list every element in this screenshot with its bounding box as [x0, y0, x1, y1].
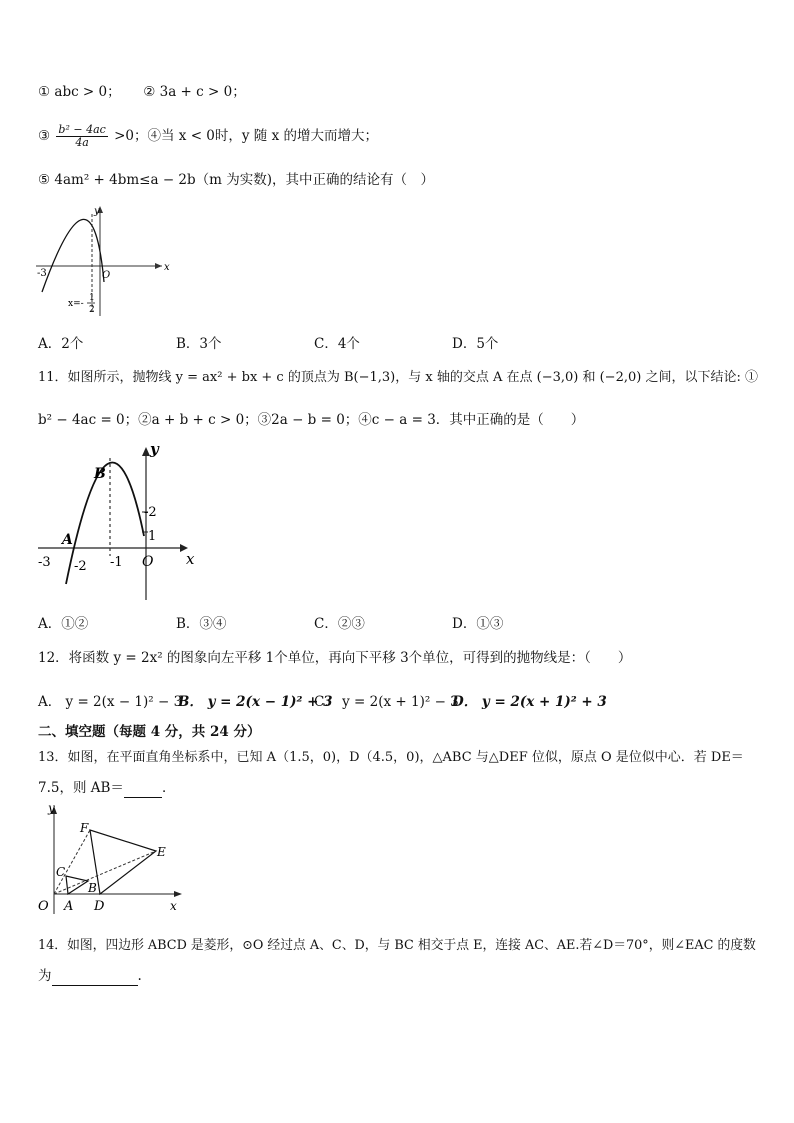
q12-option-c[interactable]: C． y = 2(x + 1)² − 3: [314, 694, 459, 710]
q10-statement-3-prefix: ③: [38, 128, 51, 144]
q10-option-a[interactable]: A．2个: [38, 336, 84, 352]
q11-option-d[interactable]: D．①③: [452, 616, 504, 632]
q13-fig-y: y: [48, 802, 55, 815]
q11-option-c[interactable]: C．②③: [314, 616, 365, 632]
section-title: 二、填空题（每题 4 分，共 24 分）: [38, 724, 261, 740]
q12-option-d[interactable]: D． y = 2(x + 1)² + 3: [452, 694, 607, 710]
q13-fig-A: A: [64, 899, 74, 914]
q10-option-c[interactable]: C．4个: [314, 336, 360, 352]
q11-fig-O: O: [142, 554, 154, 570]
q10-statement-2: ② 3a + c > 0；: [143, 84, 246, 100]
q11-fig-B: B: [94, 466, 106, 482]
q13-fig-x: x: [170, 899, 177, 913]
q10-statements-row1: [38, 82, 246, 102]
q11-fig-x-label: x: [186, 550, 195, 568]
q11-stem-line2: b² − 4ac = 0；②a + b + c > 0；③2a − b = 0；④c − a = 3．其中正确的是（ ）: [38, 412, 585, 428]
q11-stem-line1: 11．如图所示，抛物线 y = ax² + bx + c 的顶点为 B(−1,3)，与 x 轴的交点 A 在点 (−3,0) 和 (−2,0) 之间，以下结论: ①: [38, 370, 758, 385]
q10-fraction-denominator: 4a: [75, 136, 89, 149]
q14-answer-blank[interactable]: [52, 969, 138, 986]
q10-fig-origin: O: [102, 270, 111, 281]
q11-fig-neg2: -2: [74, 559, 87, 574]
q10-option-d[interactable]: D．5个: [452, 336, 499, 352]
q13-fig-D: D: [94, 899, 105, 914]
q10-parabola-figure: [34, 204, 174, 324]
q11-fig-neg1: -1: [110, 555, 123, 570]
q12-option-b[interactable]: B． y = 2(x − 1)² + 3: [178, 694, 333, 710]
q10-fraction-numerator: b² − 4ac: [58, 123, 106, 136]
q11-option-a[interactable]: A．①②: [38, 616, 89, 632]
q10-fig-axis-frac-den: 2: [89, 305, 95, 315]
q10-options: [38, 332, 758, 352]
q11-option-b[interactable]: B．③④: [176, 616, 227, 632]
q11-fig-neg3: -3: [38, 555, 51, 570]
q10-statement-3-fraction: [56, 124, 107, 149]
q10-statement-5: ⑤ 4am² + 4bm≤a − 2b（m 为实数)，其中正确的结论有（ ）: [38, 172, 435, 188]
q11-fig-tick-1: 1: [148, 529, 157, 544]
q10-option-b[interactable]: B．3个: [176, 336, 222, 352]
q14-stem-line2: [38, 966, 142, 986]
q14-stem-line2-prefix: 为: [38, 968, 52, 984]
q13-fig-B: B: [88, 881, 97, 895]
q13-stem-line1: 13．如图，在平面直角坐标系中，已知 A（1.5，0)，D（4.5，0)，△ABC 与△DEF 位似，原点 O 是位似中心．若 DE＝: [38, 750, 744, 765]
q13-fig-C: C: [56, 865, 66, 879]
q13-fig-F: F: [80, 821, 89, 835]
q11-parabola-figure: [36, 444, 206, 604]
q14-stem-line1: 14．如图，四边形 ABCD 是菱形，⊙O 经过点 A、C、D，与 BC 相交于点 E，连接 AC、AE.若∠D＝70°，则∠EAC 的度数: [38, 938, 756, 953]
q10-statement-1: ① abc > 0；: [38, 84, 121, 100]
q10-fig-axis-frac-num: 1: [89, 293, 95, 303]
q10-fig-x-label: x: [164, 262, 170, 273]
q12-options: [38, 690, 758, 710]
q13-fig-O: O: [38, 899, 49, 914]
q13-stem-line2-suffix: ．: [161, 780, 176, 796]
q13-stem-line2: [38, 778, 175, 798]
q11-fig-y-label: y: [150, 444, 159, 458]
q14-stem-line2-suffix: .: [137, 968, 142, 984]
q12-stem: 12．将函数 y = 2x² 的图象向左平移 1个单位，再向下平移 3个单位，可得到的抛物线是：（ ）: [38, 650, 632, 666]
q10-fig-neg3: -3: [37, 268, 47, 279]
q13-fig-E: E: [157, 845, 166, 859]
q10-statement-3-4: >0；④当 x < 0时，y 随 x 的增大而增大；: [114, 128, 378, 144]
q10-fig-y-label: y: [94, 206, 100, 217]
q13-stem-line2-prefix: 7.5，则 AB＝: [38, 780, 124, 796]
q11-fig-A: A: [62, 532, 73, 548]
q10-statements-row2: [38, 124, 378, 149]
q13-answer-blank[interactable]: [124, 781, 162, 798]
q12-option-a[interactable]: A． y = 2(x − 1)² − 3: [38, 694, 183, 710]
q11-fig-tick-2: -2: [144, 505, 157, 520]
q10-fig-axis-note: x=-: [68, 299, 84, 309]
q11-options: [38, 612, 758, 632]
q13-similarity-figure: [36, 802, 186, 918]
